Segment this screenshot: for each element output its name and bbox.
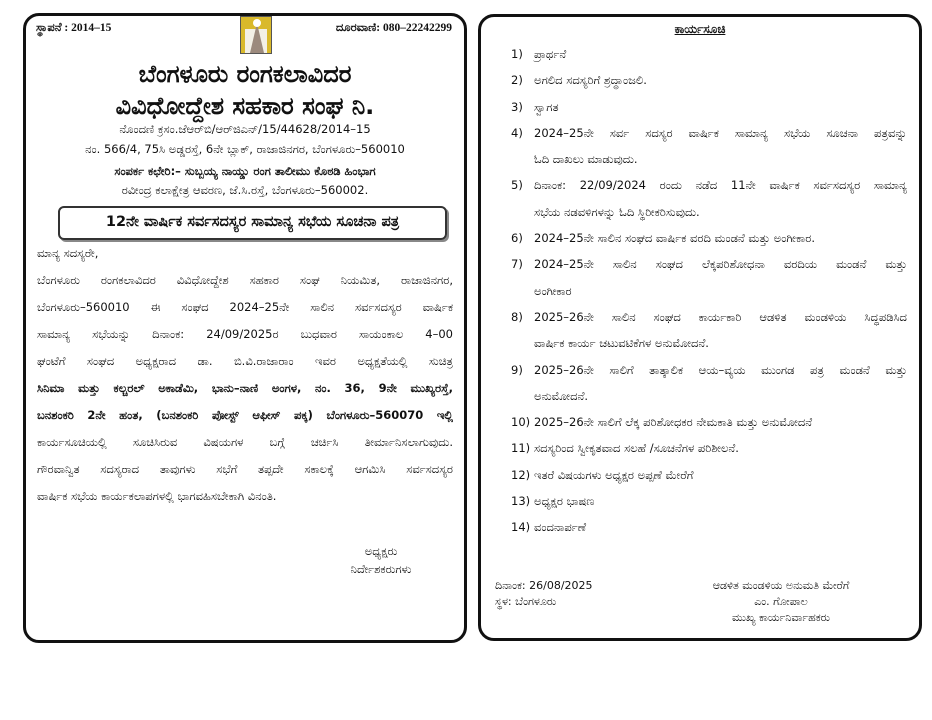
agenda-item-number: 2) [511, 73, 523, 88]
body-line: ಬನಶಂಕರಿ 2ನೇ ಹಂತ, (ಬನಶಂಕರಿ ಪೋಸ್ಟ್ ಆಫೀಸ್ ಪಕ್ಕ) ಬೆಂಗಳೂರು–560070 ಇಲ್ಲಿ [37, 408, 453, 422]
agenda-panel [478, 14, 922, 641]
agenda-item-text: ಪ್ರಾರ್ಥನೆ [534, 47, 567, 61]
agenda-item [511, 94, 907, 120]
agenda-item-number: 11) [511, 441, 531, 456]
agenda-item-text: 2025–26ನೇ ಸಾಲಿನ ಸಂಘದ ಕಾರ್ಯಕಾರಿ ಆಡಳಿತ ಮಂಡಳಿಯ ಸಿದ್ಧಪಡಿಸಿದ [534, 309, 907, 324]
agenda-item-number: 9) [511, 362, 523, 377]
agenda-item-text: ವಂದನಾರ್ಪಣೆ [534, 520, 587, 535]
address: ನಂ. 566/4, 75ಸಿ ಅಡ್ಡರಸ್ತೆ, 6ನೇ ಬ್ಲಾಕ್, ರಾಜಾಜಿನಗರ, ಬೆಂಗಳೂರು–560010 [85, 142, 405, 156]
agenda-list [511, 41, 907, 541]
body-line: ಕಾರ್ಯಸೂಚಿಯಲ್ಲಿ ಸೂಚಿಸಿರುವ ವಿಷಯಗಳ ಬಗ್ಗೆ ಚರ್ಚಿಸಿ ತೀರ್ಮಾನಿಸಲಾಗುವುದು. [37, 435, 453, 449]
agenda-item-text: 2024–25ನೇ ಸಾಲಿನ ಸಂಘದ ವಾರ್ಷಿಕ ವರದಿ ಮಂಡನೆ ಮತ್ತು ಅಂಗೀಕಾರ. [534, 231, 815, 246]
org-name-line2: ವಿವಿಧೋದ್ದೇಶ ಸಹಕಾರ ಸಂಘ ನಿ. [115, 92, 375, 120]
agenda-item-number: 7) [511, 257, 523, 272]
agenda-item [511, 172, 907, 225]
officer-title: ಮುಖ್ಯ ಕಾರ್ಯನಿರ್ವಾಹಕರು [732, 611, 830, 624]
agenda-title: ಕಾರ್ಯಸೂಚಿ [674, 22, 726, 36]
notice-date: ದಿನಾಂಕ: 26/08/2025 [495, 579, 593, 592]
agenda-item-text: ಸದಸ್ಯರಿಂದ ಸ್ವೀಕೃತವಾದ ಸಲಹೆ /ಸೂಚನೆಗಳ ಪರಿಶೀಲನೆ. [534, 441, 739, 456]
agenda-item-number: 13) [511, 494, 531, 509]
agenda-item [511, 488, 907, 514]
notice-title: 12ನೇ ವಾರ್ಷಿಕ ಸರ್ವಸದಸ್ಯರ ಸಾಮಾನ್ಯ ಸಭೆಯ ಸೂಚನಾ ಪತ್ರ [58, 206, 447, 240]
contact-office-line2: ರವೀಂದ್ರ ಕಲಾಕ್ಷೇತ್ರ ಆವರಣ, ಜೆ.ಸಿ.ರಸ್ತೆ, ಬೆಂಗಳೂರು–560002. [121, 183, 369, 197]
agenda-item-text: ಅಧ್ಯಕ್ಷರ ಭಾಷಣ [534, 494, 595, 509]
body-line: ಘಂಟೆಗೆ ಸಂಘದ ಅಧ್ಯಕ್ಷರಾದ ಡಾ. ಬಿ.ವಿ.ರಾಜಾರಾಂ ಇವರ ಅಧ್ಯಕ್ಷತೆಯಲ್ಲಿ ಸುಚಿತ್ರ [37, 354, 453, 368]
phone-number: ದೂರವಾಣಿ: 080–22242299 [335, 22, 452, 34]
signature-directors: ನಿರ್ದೇಶಕರುಗಳು [350, 562, 412, 576]
agenda-item [511, 357, 907, 410]
agenda-item-text: ಅನುಮೋದನೆ. [534, 388, 589, 403]
agenda-item-text: 2025–26ನೇ ಸಾಲಿಗೆ ಲೆಕ್ಕ ಪರಿಶೋಧಕರ ನೇಮಕಾತಿ ಮತ್ತು ಅನುಮೋದನೆ [534, 415, 813, 430]
agenda-item-text: 2024–25ನೇ ಸರ್ವ ಸದಸ್ಯರ ವಾರ್ಷಿಕ ಸಾಮಾನ್ಯ ಸಭೆಯ ಸೂಚನಾ ಪತ್ರವನ್ನು [534, 125, 907, 140]
agenda-item-number: 14) [511, 520, 531, 535]
agenda-item [511, 41, 907, 67]
agenda-item-number: 4) [511, 125, 523, 140]
notice-panel [23, 13, 467, 643]
agenda-item-text: ಇತರೆ ವಿಷಯಗಳು ಅಧ್ಯಕ್ಷರ ಅಪ್ಪಣೆ ಮೇರೆಗೆ [534, 467, 694, 482]
agenda-item-text: ಅಂಗೀಕಾರ [534, 283, 572, 298]
agenda-item-number: 3) [511, 99, 523, 114]
agenda-item-text: ಅಗಲಿದ ಸದಸ್ಯರಿಗೆ ಶ್ರದ್ಧಾಂಜಲಿ. [534, 73, 647, 88]
registration-number: ನೊಂದಣಿ ಕ್ರಸಂ.ಜೆಆರ್‌ಬಿ/ಆರ್‌ಜಿಎನ್/15/44628/2014–15 [119, 122, 371, 136]
body-line: ಬೆಂಗಳೂರು–560010 ಈ ಸಂಘದ 2024–25ನೇ ಸಾಲಿನ ಸರ್ವಸದಸ್ಯರ ವಾರ್ಷಿಕ [37, 300, 453, 314]
authority-line: ಆಡಳಿತ ಮಂಡಳಿಯ ಅನುಮತಿ ಮೇರೆಗೆ [712, 579, 850, 592]
salutation: ಮಾನ್ಯ ಸದಸ್ಯರೇ, [37, 246, 99, 260]
body-line: ಗೌರವಾನ್ವಿತ ಸದಸ್ಯರಾದ ತಾವುಗಳು ಸಭೆಗೆ ತಪ್ಪದೇ ಸಕಾಲಕ್ಕೆ ಆಗಮಿಸಿ ಸರ್ವಸದಸ್ಯರ [37, 462, 453, 476]
contact-office-line1: ಸಂಪರ್ಕ ಕಛೇರಿ:– ಸುಬ್ಬಯ್ಯ ನಾಯ್ಡು ರಂಗ ತಾಲೀಮು ಕೊಠಡಿ ಹಿಂಭಾಗ [114, 164, 376, 178]
agenda-item-number: 6) [511, 231, 523, 246]
agenda-item-number: 1) [511, 47, 523, 61]
agenda-item [511, 514, 907, 540]
body-line: ವಾರ್ಷಿಕ ಸಭೆಯ ಕಾರ್ಯಕಲಾಪಗಳಲ್ಲಿ ಭಾಗವಹಿಸಬೇಕಾಗಿ ವಿನಂತಿ. [37, 489, 277, 503]
agenda-item [511, 409, 907, 435]
agenda-item [511, 304, 907, 357]
established-year: ಸ್ಥಾಪನೆ : 2014–15 [36, 22, 112, 34]
body-line: ಬೆಂಗಳೂರು ರಂಗಕಲಾವಿದರ ವಿವಿಧೋದ್ದೇಶ ಸಹಕಾರ ಸಂಘ ನಿಯಮಿತ, ರಾಜಾಜಿನಗರ, [37, 273, 453, 287]
society-logo [240, 16, 272, 54]
agenda-item-text: ವಾರ್ಷಿಕ ಕಾರ್ಯ ಚಟುವಟಿಕೆಗಳ ಅನುಮೋದನೆ. [534, 336, 709, 351]
body-line: ಸಿನಿಮಾ ಮತ್ತು ಕಲ್ಚರಲ್ ಅಕಾಡೆಮಿ, ಭಾನು–ನಾಣಿ ಅಂಗಳ, ನಂ. 36, 9ನೇ ಮುಖ್ಯರಸ್ತೆ, [37, 381, 453, 395]
notice-place: ಸ್ಥಳ: ಬೆಂಗಳೂರು [495, 595, 557, 608]
agenda-item-number: 10) [511, 415, 531, 430]
signature-president: ಅಧ್ಯಕ್ಷರು [364, 544, 398, 558]
agenda-item-text: 2025–26ನೇ ಸಾಲಿಗೆ ತಾತ್ಕಾಲಿಕ ಆಯ–ವ್ಯಯ ಮುಂಗಡ ಪತ್ರ ಮಂಡನೆ ಮತ್ತು [534, 362, 907, 377]
agenda-item-text: 2024–25ನೇ ಸಾಲಿನ ಸಂಘದ ಲೆಕ್ಕಪರಿಶೋಧನಾ ವರದಿಯ ಮಂಡನೆ ಮತ್ತು [534, 257, 907, 272]
agenda-item-number: 12) [511, 467, 531, 482]
body-line: ಸಾಮಾನ್ಯ ಸಭೆಯನ್ನು ದಿನಾಂಕ: 24/09/2025ರ ಬುಧವಾರ ಸಾಯಂಕಾಲ 4–00 [37, 327, 453, 341]
agenda-item [511, 435, 907, 461]
agenda-item-text: ಸಭೆಯ ನಡವಳಿಗಳನ್ನು ಓದಿ ಸ್ಥಿರೀಕರಿಸುವುದು. [534, 204, 700, 219]
agenda-item [511, 67, 907, 93]
org-name-line1: ಬೆಂಗಳೂರು ರಂಗಕಲಾವಿದರ [138, 60, 352, 88]
agenda-item [511, 462, 907, 488]
agenda-item [511, 251, 907, 304]
agenda-item-text: ಸ್ವಾಗತ [534, 99, 559, 114]
notice-body [37, 240, 453, 510]
agenda-item [511, 225, 907, 251]
agenda-item-number: 5) [511, 178, 523, 193]
agenda-item-text: ಓದಿ ದಾಖಲು ಮಾಡುವುದು. [534, 152, 638, 167]
agenda-item-number: 8) [511, 309, 523, 324]
agenda-item [511, 120, 907, 173]
agenda-item-text: ದಿನಾಂಕ: 22/09/2024 ರಂದು ನಡೆದ 11ನೇ ವಾರ್ಷಿಕ ಸರ್ವಸದಸ್ಯರ ಸಾಮಾನ್ಯ [534, 178, 907, 193]
officer-name: ಎಂ. ಗೋಪಾಲ [754, 595, 808, 608]
